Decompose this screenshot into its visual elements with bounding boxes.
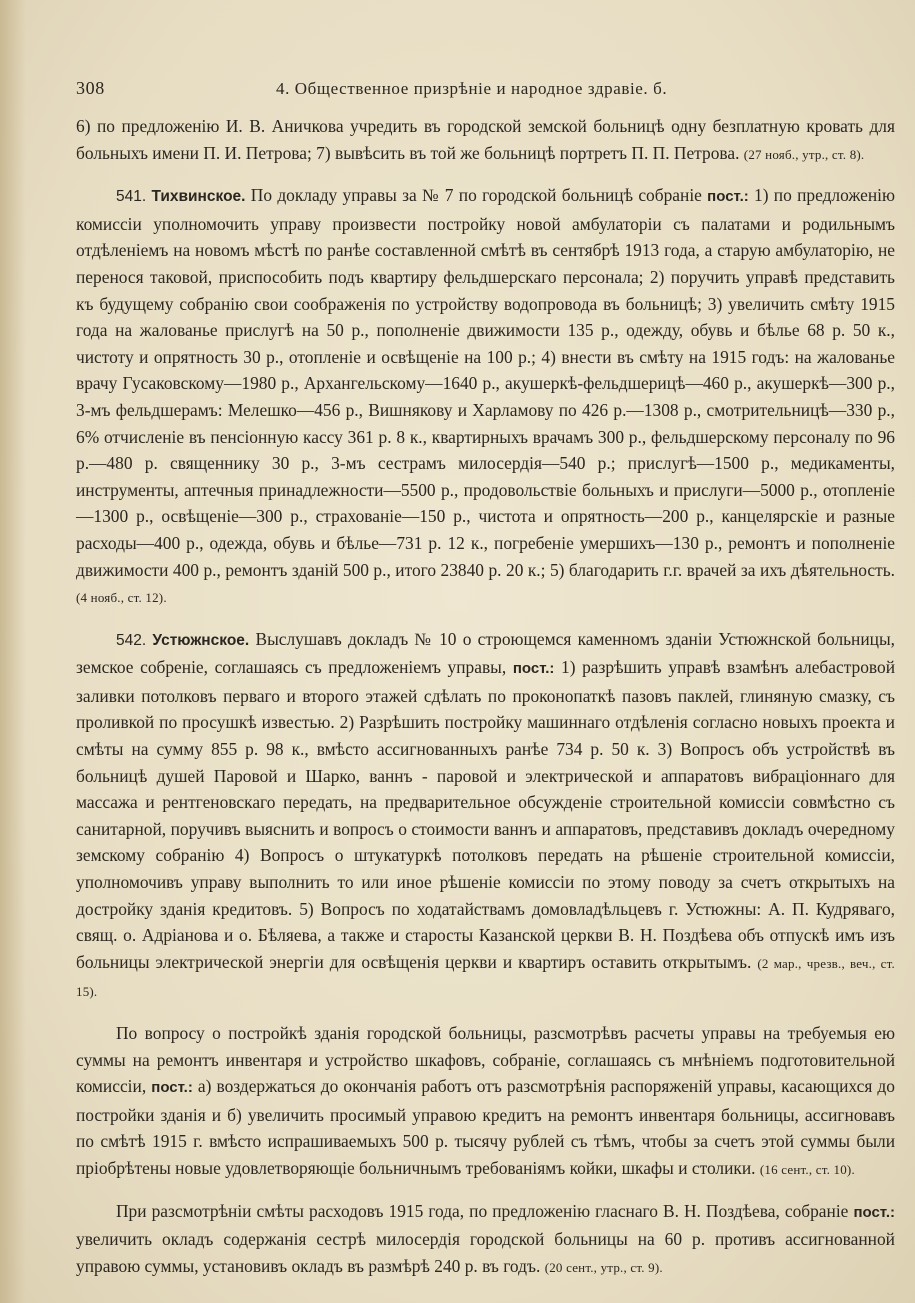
resolution-keyword: пост.: <box>707 188 749 206</box>
paragraph-text: 6) по предложенію И. В. Аничкова учредить въ городской земской больницѣ одну безплатную кровать для больныхъ имени П. И. Петрова; 7) вывѣсить въ той же больницѣ портретъ П. П. Петрова. <box>76 116 895 163</box>
paragraph-text: 1) разрѣшить управѣ взамѣнъ алебастровой заливки потолковъ перваго и второго этажей сдѣлать по проконопаткѣ пазовъ паклей, глиняную смазку, съ проливкой по просушкѣ известью. 2) Разрѣшить постройку машиннаго отдѣленія согласно новыхъ проекта и смѣты на сумму 855 р. 98 к., вмѣсто ассигнованныхъ ранѣе 734 р. 50 к. 3) Вопросъ объ устройствѣ въ больницѣ душей Паровой и Шарко, ваннъ - паровой и электрической и аппаратовъ вибраціоннаго для массажа и рентгеновскаго передать, на предварительное обсужденіе строительной комиссіи совмѣстно съ санитарной, поручивъ выяснить и вопросъ о стоимости ваннъ и аппаратовъ, представивъ докладъ очередному земскому собранію 4) Вопросъ о штукатуркѣ потолковъ передать на рѣшеніе строительной комиссіи, уполномочивъ управу выполнить то или иное рѣшеніе комиссіи по этому поводу за счетъ открытыхъ на достройку зданія кредитовъ. 5) Вопросъ по ходатайствамъ домовладѣльцевъ г. Устюжны: А. П. Кудрявaго, свящ. о. Адріанова и о. Бѣляева, а также и старосты Казанской церкви В. Н. Поздѣева объ отпускѣ имъ изъ больницы электрической энергіи для освѣщенія церкви и квартиръ оставить открытымъ. <box>76 657 895 972</box>
running-head: 4. Общественное призрѣніе и народное здравіе. б. <box>276 79 668 98</box>
resolution-keyword: пост.: <box>151 1079 193 1097</box>
citation: (27 нояб., утр., ст. 8). <box>743 146 865 162</box>
paragraph-text: увеличить окладъ содержанія сестрѣ милосердія городской больницы на 60 р. противъ ассигнованной управою суммы, установивъ окладъ въ размѣрѣ 240 р. въ годъ. <box>76 1229 895 1276</box>
paragraph-budget-1915 <box>76 1198 895 1282</box>
resolution-keyword: пост.: <box>512 660 555 678</box>
page-number: 308 <box>76 78 105 98</box>
paragraph-text: При разсмотрѣніи смѣты расходовъ 1915 года, по предложенію гласнаго В. Н. Поздѣева, собраніе <box>116 1200 849 1221</box>
entry-place: Устюжнское. <box>152 631 250 649</box>
entry-541 <box>76 182 895 612</box>
paragraph-hospital-building <box>76 1020 895 1184</box>
resolution-keyword: пост.: <box>853 1203 895 1221</box>
paragraph-text: Выслушавъ докладъ № 10 о строющемся каменномъ зданіи Устюжнской больницы, земское собреніе, соглашаясь съ предложеніемъ управы, <box>76 628 896 678</box>
paragraph-text: По докладу управы за № 7 по городской больницѣ собраніе <box>250 185 702 206</box>
paragraph-text: По вопросу о постройкѣ зданія городской больницы, разсмотрѣвъ расчеты управы на требуемыя ею суммы на ремонтъ инвентаря и устройство шкафовъ, собраніе, соглашаясь съ мнѣніемъ подготовительной комиссіи, <box>76 1023 895 1097</box>
citation: (16 сент., ст. 10). <box>759 1161 855 1177</box>
entry-542 <box>76 626 895 1006</box>
paragraph-text: 1) по предложенію комиссіи уполномочить управу произвести постройку новой амбулаторіи съ палатами и родильнымъ отдѣленіемъ на новомъ мѣстѣ по ранѣе составленной смѣтѣ въ сентябрѣ 1913 года, а старую амбулаторію, не перенося таковой, приспособить подъ квартиру фельдшерскаго персонала; 2) поручить управѣ представить къ будущему собранію свои соображенія по устройству водопровода въ больницѣ; 3) увеличить смѣту 1915 года на жалованье прислугѣ на 50 р., пополненіе движимости 135 р., одежду, обувь и бѣлье 68 р. 50 к., чистоту и опрятность 30 р., отопленіе и освѣщеніе на 100 р.; 4) внести въ смѣту на 1915 годъ: на жалованье врачу Гусаковскому—1980 р., Архангельскому—1640 р., акушеркѣ-фельдшерицѣ—460 р., акушеркѣ—300 р., 3-мъ фельдшерамъ: Мелешко—456 р., Вишнякову и Харламову по 426 р.—1308 р., смотрительницѣ—330 р., 6% отчисленіе въ пенсіонную кассу 361 р. 8 к., квартирныхъ врачамъ 300 р., фельдшерскому персоналу по 96 р.—480 р. священнику 30 р., 3-мъ сестрамъ милосердія—540 р.; прислугѣ—1500 р., медикаменты, инструменты, аптечныя принадлежности—5500 р., продовольствіе больныхъ и прислуги—5000 р., отопленіе—1300 р., освѣщеніе—300 р., страхованіе—150 р., чистота и опрятность—200 р., канцелярскіе и разные расходы—400 р., одежда, обувь и бѣлье—731 р. 12 к., погребеніе умершихъ—130 р., ремонтъ и пополненіе движимости 400 р., ремонтъ зданій 500 р., итого 23840 р. 20 к.; 5) благодарить г.г. врачей за ихъ дѣятельность. <box>76 185 895 580</box>
paragraph-continuation <box>76 113 895 168</box>
page-header <box>76 78 895 99</box>
citation: (20 сент., утр., ст. 9). <box>544 1259 663 1275</box>
entry-number: 542. <box>116 631 147 649</box>
entry-place: Тихвинское. <box>151 188 246 206</box>
paragraph-text: а) воздержаться до окончанія работъ отъ разсмотрѣнія распоряженій управы, касающихся до постройки зданія и б) увеличить просимый управою кредитъ на ремонтъ инвентаря больницы, ассигновавъ по смѣтѣ 1915 г. вмѣсто испрашиваемыхъ 500 р. тысячу рублей съ тѣмъ, чтобы за счетъ этой суммы были пріобрѣтены новые удовлетворяющіе больничнымъ требованіямъ койки, шкафы и столики. <box>76 1076 895 1178</box>
citation: (2 мар., чрезв., веч., ст. 15). <box>76 955 896 1000</box>
entry-number: 541. <box>116 188 147 206</box>
citation: (4 нояб., ст. 12). <box>76 590 167 606</box>
